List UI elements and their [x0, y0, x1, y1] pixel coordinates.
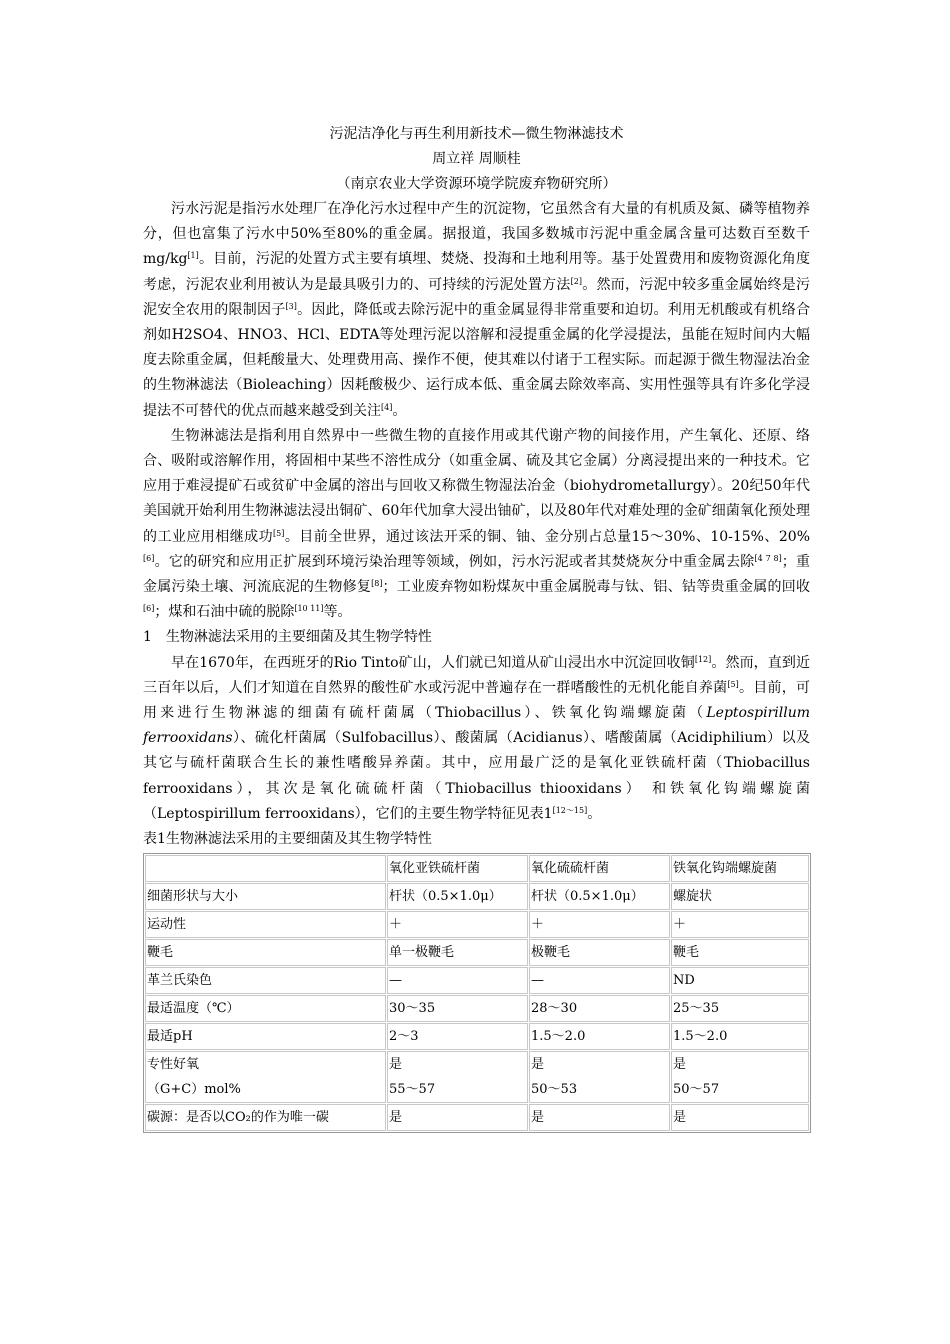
- cell-line: 是: [389, 1057, 403, 1073]
- table-cell: 革兰氏染色: [145, 967, 386, 994]
- table-cell: 细菌形状与大小: [145, 883, 386, 910]
- table-cell: ＋: [387, 911, 528, 938]
- text-run: 。目前全世界，通过该法开采的铜、铀、金分别占总量15～30%、10-15%、20%: [284, 528, 811, 545]
- table-row: [145, 911, 809, 938]
- text-run: 。它的研究和应用正扩展到环境污染治理等领域，例如，污水污泥或者其焚烧灰分中重金属去除: [154, 553, 755, 570]
- text-run: ；工业废弃物如粉煤灰中重金属脱毒与钛、铝、钴等贵重金属的回收: [382, 579, 811, 596]
- text-run: 。: [392, 402, 407, 419]
- text-run: ）、硫化杆菌属（Sulfobacillus）、酸菌属（Acidianus）、嗜酸菌属（Acidiphilium）以及其它与硫杆菌联合生长的兼性嗜酸异养菌。其中，应用最广泛的是氧化亚铁硫杆菌（Thiobacillus ferrooxidans），其次是氧化硫硫杆菌（Thiobacillus thiooxidans） 和铁氧化钩端螺旋菌（Leptospirillum ferrooxidans），它们的主要生物学特征见表1: [143, 730, 810, 822]
- reference: [6]: [143, 604, 155, 614]
- reference: [10 11]: [294, 604, 324, 614]
- table-cell: —: [529, 967, 670, 994]
- table-caption: 表1生物淋滤法采用的主要细菌及其生物学特性: [143, 831, 432, 848]
- cell-line: 是: [531, 1057, 545, 1073]
- text-run: 早在1670年，在西班牙的Rio Tinto矿山，人们就已知道从矿山浸出水中沉淀回收铜: [171, 654, 695, 671]
- paragraph-1: [143, 197, 810, 424]
- table-header-row: [145, 855, 809, 882]
- table-cell: 单一极鞭毛: [387, 939, 528, 966]
- text-run: 。然而，直到近三百年以后，人们才知道在自然界的酸性矿水或污泥中普遍存在一群嗜酸性的无机化能自养菌: [143, 654, 810, 696]
- table-row: [145, 1023, 809, 1050]
- table-row: [145, 995, 809, 1022]
- reference: [3]: [285, 301, 297, 311]
- reference: [4 7 8]: [754, 553, 782, 563]
- cell-line: 50～57: [673, 1082, 720, 1098]
- table-cell: 是: [671, 1104, 809, 1131]
- reference: [6]: [143, 553, 155, 563]
- text-run: 生物淋滤法是指利用自然界中一些微生物的直接作用或其代谢产物的间接作用，产生氧化、还原、络合、吸附或溶解作用，将固相中某些不溶性成分（如重金属、硫及其它金属）分离浸提出来的一种技术。它应用于难浸提矿石或贫矿中金属的溶出与回收又称微生物湿法冶金（biohydrometallurgy）。20纪50年代美国就开始利用生物淋滤法浸出铜矿、60年代加拿大浸出铀矿，以及80年代对难处理的金矿细菌氧化预处理的工业应用相继成功: [143, 427, 810, 545]
- reference: [12]: [694, 654, 712, 664]
- table-row: [145, 1051, 809, 1103]
- table-cell: [671, 1051, 809, 1103]
- table-cell: [387, 1051, 528, 1103]
- table-cell: 最适温度（℃）: [145, 995, 386, 1022]
- reference: [5]: [727, 679, 739, 689]
- table-cell: 30～35: [387, 995, 528, 1022]
- table-row: [145, 939, 809, 966]
- table-header-cell: 铁氧化钩端螺旋菌: [671, 855, 809, 882]
- text-run: 。目前，污泥的处置方式主要有填埋、焚烧、投海和土地利用等。基于处置费用和废物资源化角度考虑，污泥农业利用被认为是最具吸引力的、可持续的污泥处置方法: [143, 251, 810, 293]
- table-cell: 28～30: [529, 995, 670, 1022]
- paragraph-2: [143, 424, 810, 626]
- table-cell: 运动性: [145, 911, 386, 938]
- table-cell: 最适pH: [145, 1023, 386, 1050]
- table-cell: ＋: [671, 911, 809, 938]
- table-cell: 1.5～2.0: [671, 1023, 809, 1050]
- reference: [8]: [371, 579, 383, 589]
- table-cell: 鞭毛: [145, 939, 386, 966]
- paper-authors: 周立祥 周顺桂: [432, 151, 521, 167]
- table-cell: 碳源：是否以CO₂的作为唯一碳: [145, 1104, 386, 1131]
- table-cell: 2～3: [387, 1023, 528, 1050]
- section-heading: 1 生物淋滤法采用的主要细菌及其生物学特性: [143, 629, 432, 646]
- table-cell: 杆状（0.5×1.0μ）: [529, 883, 670, 910]
- document-page: [143, 122, 810, 1133]
- table-cell: 1.5～2.0: [529, 1023, 670, 1050]
- reference: [5]: [273, 528, 285, 538]
- text-run: 。因此，降低或去除污泥中的重金属显得非常重要和迫切。利用无机酸或有机络合剂如H2SO4、HNO3、HCl、EDTA等处理污泥以溶解和浸提重金属的化学浸提法，虽能在短时间内大幅度去除重金属，但耗酸量大、处理费用高、操作不便，使其难以付诸于工程实际。而起源于微生物湿法冶金的生物淋滤法（Bioleaching）因耗酸极少、运行成本低、重金属去除效率高、实用性强等具有许多化学浸提法不可替代的优点而越来越受到关注: [143, 301, 811, 419]
- cell-line: 50～53: [531, 1082, 578, 1098]
- text-run: 。: [587, 805, 602, 822]
- table-row: [145, 1104, 809, 1131]
- table-cell: 是: [529, 1104, 670, 1131]
- table-row: [145, 967, 809, 994]
- table-cell: 25～35: [671, 995, 809, 1022]
- text-run: 。目前，可用来进行生物淋滤的细菌有硫杆菌属（Thiobacillus）、铁氧化钩端螺旋菌（: [143, 679, 811, 722]
- paper-title: 污泥洁净化与再生利用新技术—微生物淋滤技术: [329, 126, 624, 142]
- text-run: 污水污泥是指污水处理厂在净化污水过程中产生的沉淀物，它虽然含有大量的有机质及氮、磷等植物养分，但也富集了污水中50%至80%的重金属。据报道，我国多数城市污泥中重金属含量可达数百至数千mg/kg: [143, 201, 810, 268]
- reference: [2]: [570, 276, 582, 286]
- text-run: 。然而，污泥中较多重金属始终是污泥安全农用的限制因子: [143, 276, 811, 318]
- table-cell: 杆状（0.5×1.0μ）: [387, 883, 528, 910]
- table-cell: 螺旋状: [671, 883, 809, 910]
- reference: [4]: [381, 402, 393, 412]
- cell-line: 是: [673, 1057, 687, 1073]
- cell-line: （G+C）mol%: [147, 1082, 241, 1098]
- reference: [12～15]: [552, 805, 588, 815]
- table-cell: [529, 1051, 670, 1103]
- table-row: [145, 883, 809, 910]
- table-cell: 极鞭毛: [529, 939, 670, 966]
- text-run: 等。: [323, 604, 352, 621]
- bacteria-table: [143, 853, 811, 1133]
- table-header-cell: [145, 855, 386, 882]
- table-cell: ND: [671, 967, 809, 994]
- cell-line: 专性好氧: [147, 1057, 200, 1073]
- text-run: ；重金属污染土壤、河流底泥的生物修复: [143, 553, 811, 596]
- reference: [1]: [187, 251, 199, 261]
- table-cell: 鞭毛: [671, 939, 809, 966]
- cell-line: 55～57: [389, 1082, 436, 1098]
- paragraph-3: [143, 651, 810, 827]
- table-cell: ＋: [529, 911, 670, 938]
- italic-species-name: Leptospirillum ferrooxidans: [143, 705, 810, 747]
- text-run: ；煤和石油中硫的脱除: [154, 604, 295, 621]
- paper-affiliation: （南京农业大学资源环境学院废弃物研究所）: [336, 176, 617, 192]
- table-header-cell: 氧化亚铁硫杆菌: [387, 855, 528, 882]
- table-cell: [145, 1051, 386, 1103]
- table-cell: —: [387, 967, 528, 994]
- table-cell: 是: [387, 1104, 528, 1131]
- table-header-cell: 氧化硫硫杆菌: [529, 855, 670, 882]
